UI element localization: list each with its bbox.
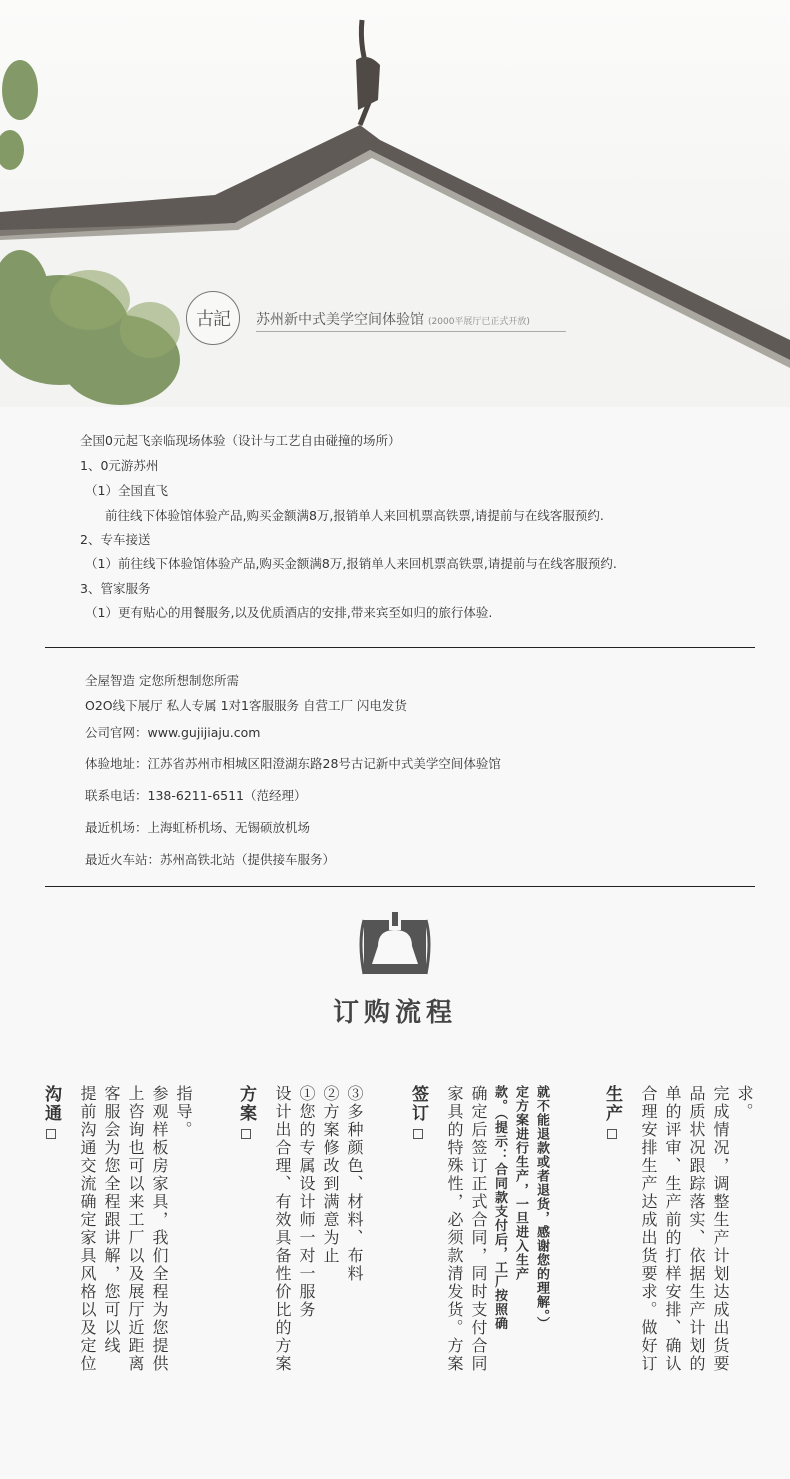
checkbox-icon <box>607 1129 617 1139</box>
step-text-line: 合理安排生产达成出货要求。做好订 <box>639 1085 658 1373</box>
step-label-sign <box>407 1085 429 1139</box>
step-label-text: 签订 <box>408 1085 428 1123</box>
step-text-line: 款。（提示：合同款支付后，工厂按照确 <box>492 1085 507 1331</box>
step-text-line: ①您的专属设计师一对一服务 <box>297 1085 316 1319</box>
intro-line-3: （1）全国直飞 <box>85 483 168 498</box>
step-text-line: 定方案进行生产，一旦进入生产 <box>513 1085 528 1281</box>
intro-line-1: 全国0元起飞亲临现场体验（设计与工艺自由碰撞的场所） <box>80 433 401 448</box>
step-text-line: 设计出合理、有效具备性价比的方案 <box>273 1085 292 1373</box>
step-label-produce <box>601 1085 623 1139</box>
intro-line-7: 3、管家服务 <box>80 581 151 596</box>
step-label-text: 方案 <box>236 1085 256 1123</box>
hero-subtitle: (2000平展厅已正式开放) <box>428 317 530 327</box>
step-text-line: 指导。 <box>174 1085 193 1139</box>
step-label-text: 生产 <box>602 1085 622 1123</box>
checkbox-icon <box>241 1129 251 1139</box>
step-text-line: 单的评审、生产前的打样安排、确认 <box>663 1085 682 1373</box>
step-text-line: 确定后签订正式合同，同时支付合同 <box>469 1085 488 1373</box>
hero-underline <box>256 331 566 332</box>
building-roof-illustration <box>0 0 790 407</box>
step-label-plan <box>235 1085 257 1139</box>
step-text-line: 上咨询也可以来工厂以及展厅近距离 <box>126 1085 145 1373</box>
step-label-communicate <box>40 1085 62 1139</box>
info-website[interactable]: 公司官网：www.gujijiaju.com <box>85 725 261 740</box>
step-text-line: 参观样板房家具，我们全程为您提供 <box>150 1085 169 1373</box>
hero-banner <box>0 0 790 407</box>
divider-top <box>45 647 755 648</box>
order-process-icon <box>356 912 434 980</box>
checkbox-icon <box>413 1129 423 1139</box>
step-text-line: 就不能退款或者退货，感谢您的理解。） <box>534 1085 549 1331</box>
step-label-text: 沟通 <box>41 1085 61 1123</box>
intro-line-5: 2、专车接送 <box>80 532 151 547</box>
hero-title-text: 苏州新中式美学空间体验馆 <box>256 312 424 328</box>
info-services: O2O线下展厅 私人专属 1对1客服服务 自营工厂 闪电发货 <box>85 698 407 713</box>
intro-line-2: 1、0元游苏州 <box>80 458 159 473</box>
info-phone[interactable]: 联系电话：138-6211-6511（范经理） <box>85 788 307 803</box>
brand-logo: 古記 <box>186 291 240 345</box>
info-train: 最近火车站：苏州高铁北站（提供接车服务） <box>85 852 336 867</box>
info-slogan: 全屋智造 定您所想制您所需 <box>85 673 239 688</box>
divider-bottom <box>45 886 755 887</box>
step-text-line: ②方案修改到满意为止 <box>321 1085 340 1265</box>
step-text-line: 提前沟通交流确定家具风格以及定位 <box>78 1085 97 1373</box>
step-text-line: 品质状况跟踪落实、依据生产计划的 <box>687 1085 706 1373</box>
step-text-line: 客服会为您全程跟讲解，您可以线 <box>102 1085 121 1355</box>
intro-line-4: 前往线下体验馆体验产品,购买金额满8万,报销单人来回机票高铁票,请提前与在线客服预约. <box>105 508 604 523</box>
intro-line-8: （1）更有贴心的用餐服务,以及优质酒店的安排,带来宾至如归的旅行体验. <box>85 605 493 620</box>
checkbox-icon <box>46 1129 56 1139</box>
step-text-line: ③多种颜色、材料、布料 <box>345 1085 364 1283</box>
order-process-title: 订购流程 <box>332 998 457 1028</box>
hero-title <box>256 309 530 329</box>
step-text-line: 完成情况，调整生产计划达成出货要 <box>711 1085 730 1373</box>
step-text-line: 家具的特殊性，必须款清发货。方案 <box>445 1085 464 1373</box>
step-text-line: 求。 <box>735 1085 754 1121</box>
info-address: 体验地址：江苏省苏州市相城区阳澄湖东路28号古记新中式美学空间体验馆 <box>85 756 501 771</box>
intro-line-6: （1）前往线下体验馆体验产品,购买金额满8万,报销单人来回机票高铁票,请提前与在线客服预约. <box>85 556 617 571</box>
info-airport: 最近机场：上海虹桥机场、无锡硕放机场 <box>85 820 311 835</box>
